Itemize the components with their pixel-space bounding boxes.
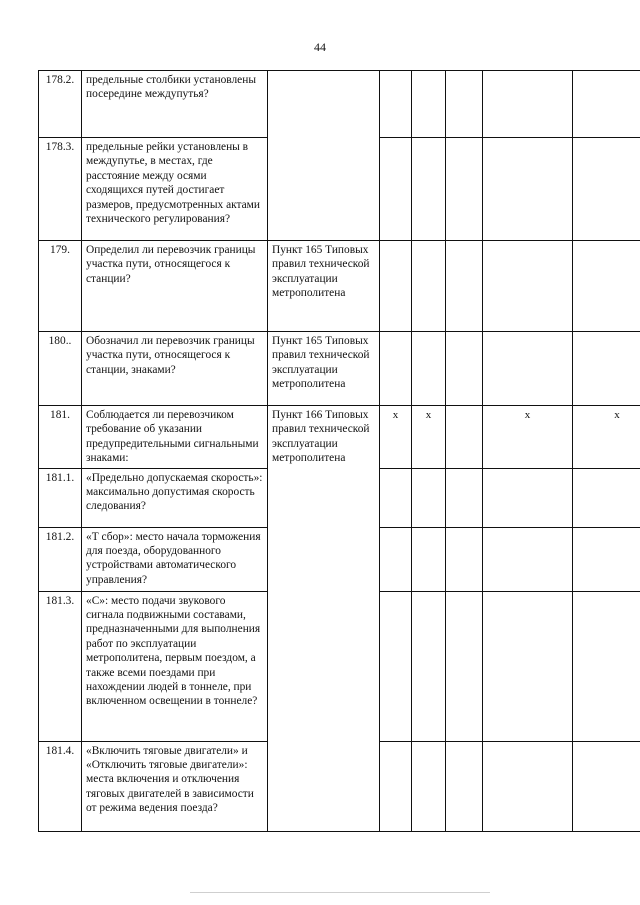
answer-cell — [483, 241, 573, 332]
scan-artifact-line — [190, 892, 490, 893]
answer-mark: x — [412, 406, 446, 469]
answer-cell — [446, 138, 483, 241]
answer-cell — [446, 71, 483, 138]
table-row — [39, 241, 640, 332]
answer-cell — [380, 591, 412, 741]
answer-cell — [483, 138, 573, 241]
row-number: 178.2. — [39, 71, 82, 138]
answer-cell — [446, 406, 483, 469]
row-number: 181.3. — [39, 591, 82, 741]
row-number: 181.2. — [39, 527, 82, 591]
answer-cell — [446, 591, 483, 741]
answer-cell — [446, 468, 483, 527]
answer-cell — [446, 241, 483, 332]
row-question: Определил ли перевозчик границы участка пути, относящегося к станции? — [82, 241, 268, 332]
answer-cell — [483, 527, 573, 591]
row-number: 181. — [39, 406, 82, 469]
row-question: предельные рейки установлены в междупутье, в местах, где расстояние между осями сходящихся путей достигает размеров, предусмотренных актами технического регулирования? — [82, 138, 268, 241]
answer-cell — [412, 741, 446, 831]
answer-cell — [573, 468, 640, 527]
answer-cell — [446, 332, 483, 406]
answer-cell — [412, 138, 446, 241]
answer-mark: x — [380, 406, 412, 469]
answer-cell — [573, 741, 640, 831]
answer-cell — [573, 138, 640, 241]
row-reference — [268, 71, 380, 241]
row-reference: Пункт 165 Типовых правил технической эксплуатации метрополитена — [268, 241, 380, 332]
answer-cell — [573, 241, 640, 332]
row-number: 181.4. — [39, 741, 82, 831]
row-question: «Т сбор»: место начала торможения для поезда, оборудованного устройствами автоматического управления? — [82, 527, 268, 591]
answer-cell — [412, 332, 446, 406]
answer-cell — [412, 591, 446, 741]
row-reference: Пункт 165 Типовых правил технической эксплуатации метрополитена — [268, 332, 380, 406]
answer-cell — [380, 332, 412, 406]
answer-cell — [446, 527, 483, 591]
row-number: 179. — [39, 241, 82, 332]
row-question: «Предельно допускаемая скорость»: максимально допустимая скорость следования? — [82, 468, 268, 527]
answer-cell — [573, 71, 640, 138]
table-row — [39, 332, 640, 406]
answer-cell — [573, 591, 640, 741]
answer-cell — [483, 591, 573, 741]
checklist-table — [38, 70, 640, 832]
row-number: 178.3. — [39, 138, 82, 241]
table-row — [39, 71, 640, 138]
answer-cell — [380, 241, 412, 332]
answer-cell — [483, 71, 573, 138]
answer-cell — [483, 332, 573, 406]
answer-cell — [412, 527, 446, 591]
row-number: 181.1. — [39, 468, 82, 527]
answer-cell — [573, 332, 640, 406]
answer-cell — [412, 71, 446, 138]
row-number: 180.. — [39, 332, 82, 406]
answer-cell — [573, 527, 640, 591]
page-number: 44 — [314, 40, 326, 54]
answer-cell — [380, 527, 412, 591]
answer-cell — [380, 468, 412, 527]
answer-cell — [412, 241, 446, 332]
answer-cell — [483, 741, 573, 831]
row-reference: Пункт 166 Типовых правил технической эксплуатации метрополитена — [268, 406, 380, 832]
answer-mark: x — [573, 406, 640, 469]
answer-cell — [483, 468, 573, 527]
answer-mark: x — [483, 406, 573, 469]
row-question: Обозначил ли перевозчик границы участка пути, относящегося к станции, знаками? — [82, 332, 268, 406]
answer-cell — [380, 71, 412, 138]
row-question: предельные столбики установлены посередине междупутья? — [82, 71, 268, 138]
answer-cell — [446, 741, 483, 831]
row-question: «Включить тяговые двигатели» и «Отключить тяговые двигатели»: места включения и отключения тяговых двигателей в зависимости от режима ведения поезда? — [82, 741, 268, 831]
answer-cell — [380, 741, 412, 831]
answer-cell — [412, 468, 446, 527]
row-question: «С»: место подачи звукового сигнала подвижными составами, предназначенными для выполнения работ по эксплуатации метрополитена, первым поездом, а также всеми поездами при нахождении людей в тоннеле, при включенном освещении в тоннеле? — [82, 591, 268, 741]
row-question: Соблюдается ли перевозчиком требование об указании предупредительными сигнальными знаками: — [82, 406, 268, 469]
table-row — [39, 406, 640, 469]
answer-cell — [380, 138, 412, 241]
